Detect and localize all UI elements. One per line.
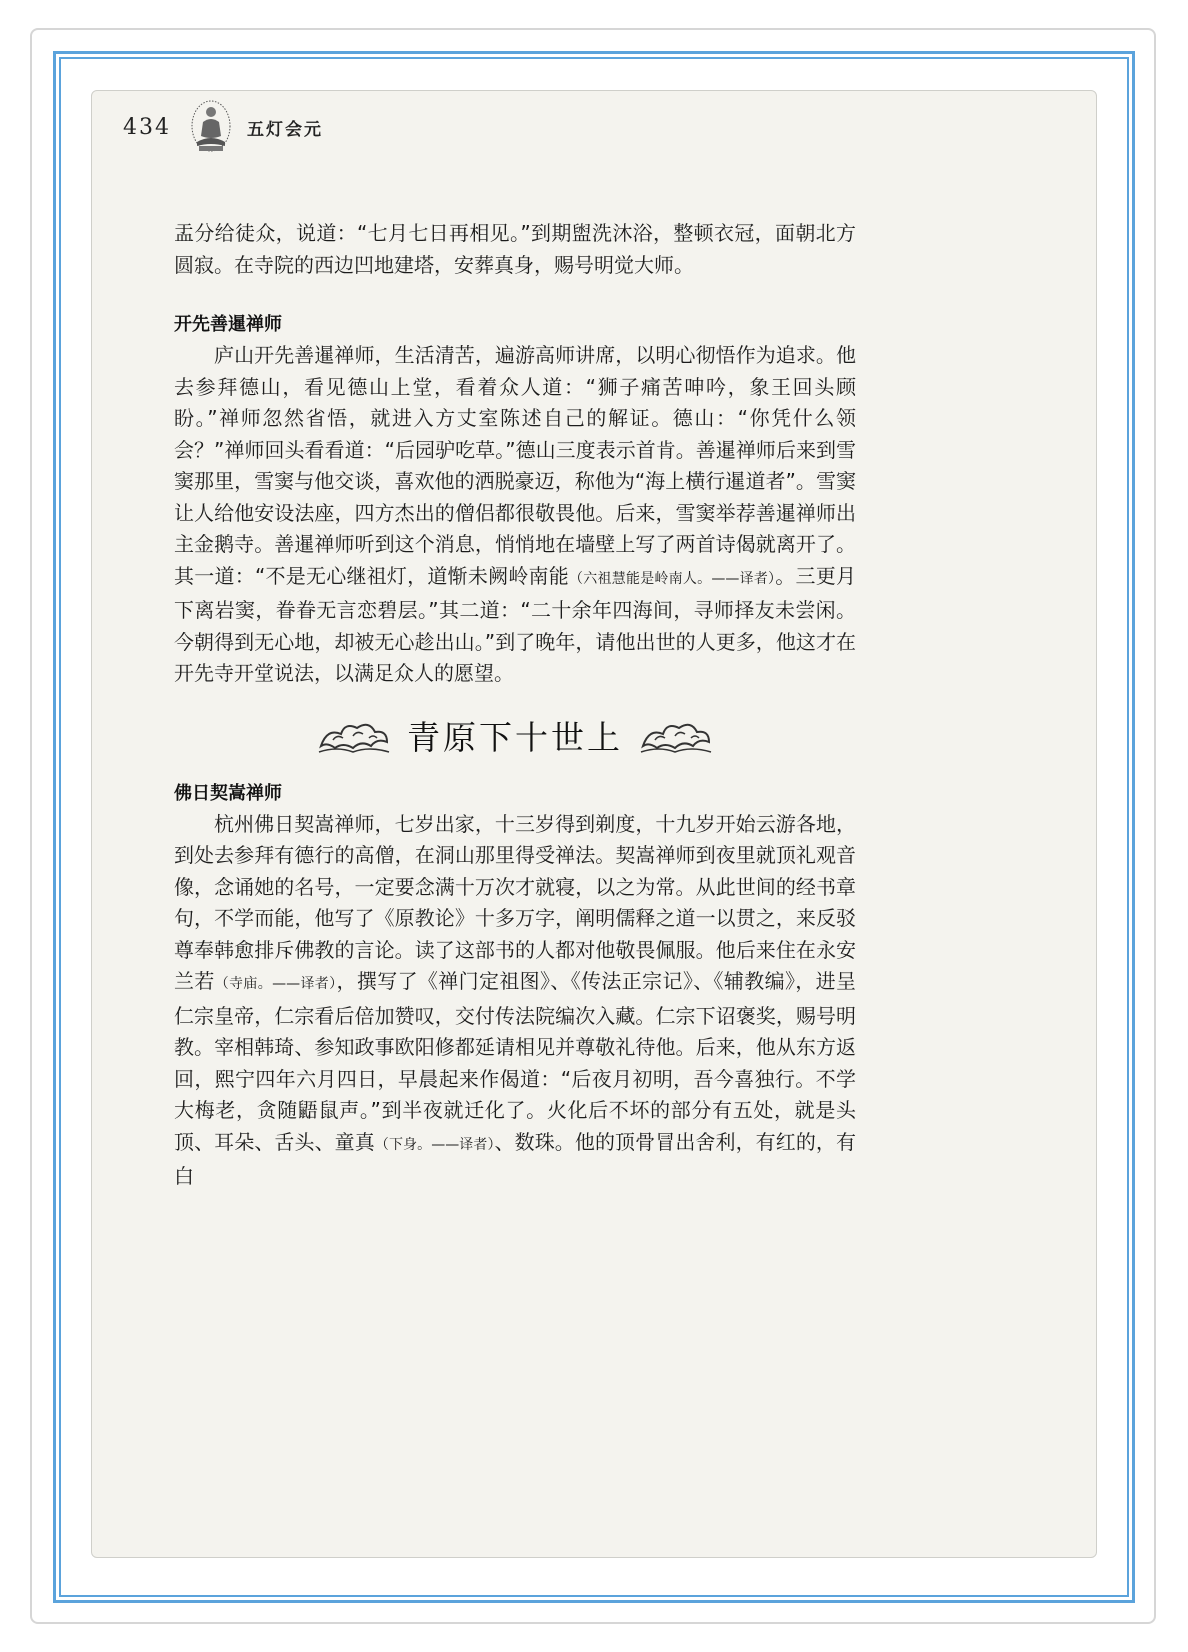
body-text: ，撰写了《禅门定祖图》、《传法正宗记》、《辅教编》，进呈仁宗皇帝，仁宗看后倍加赞叹，交付传法院编次入藏。仁宗下诏褒奖，赐号明教。宰相韩琦、参知政事欧阳修都延请相见并尊敬礼待他。后来，他从东方返回，熙宁四年六月四日，早晨起来作偈道： [174, 969, 857, 1091]
body-text: 庐山开先善暹禅师，生活清苦，遍游高师讲席，以明心彻悟作为追求。他去参拜德山，看见德山上堂，看着众人道：“狮子痛苦呻吟，象王回头顾盼。”禅师忽然省悟，就进入方丈室陈述自己的解证。德山：“你凭什么领会？”禅师回头看看道：“后园驴吃草。”德山三度表示首肯。善暹禅师后来到雪窦那里，雪窦与他交谈，喜欢他的洒脱豪迈，称他为“海上横行暹道者”。雪窦让人给他安设法座，四方杰出的僧侣都很敬畏他。后来，雪窦举荐善暹禅师出主金鹅寺。善暹禅师听到这个消息，悄悄地在墙壁上写了两首诗偈就离开了。其一道： [174, 343, 856, 588]
page-header [123, 97, 323, 157]
section-title-shanxian: 开先善暹禅师 [174, 314, 282, 335]
body-text: 到半夜就迁化了。火化后不坏的部分有五处，就是头顶、耳朵、舌头、童真 [174, 1098, 856, 1154]
cloud-ornament-right-icon [639, 716, 713, 756]
verse-text: “后夜月初明，吾今喜独行。不学大梅老，贪随鼯鼠声。” [174, 1066, 856, 1122]
chapter-title: 青原下十世上 [407, 718, 623, 757]
book-title: 五灯会元 [247, 119, 323, 140]
translator-note: （下身。——译者） [374, 1136, 495, 1153]
chapter-banner [174, 704, 856, 768]
page-number: 434 [123, 114, 171, 140]
translator-note: （寺庙。——译者） [214, 976, 337, 992]
body-text: 、数珠。他的顶骨冒出舍利，有红的，有白 [174, 1129, 857, 1188]
intro-paragraph: 盂分给徒众，说道：“七月七日再相见。”到期盥洗沐浴，整顿衣冠，面朝北方圆寂。在寺院的西边凹地建塔，安葬真身，赐号明觉大师。 [174, 221, 856, 277]
buddha-icon [189, 98, 233, 156]
poem-text: “二十余年四海间，寻师择友未尝闲。今朝得到无心地，却被无心趁出山。” [174, 598, 856, 654]
cloud-ornament-left-icon [317, 716, 391, 756]
body-text: 杭州佛日契嵩禅师，七岁出家，十三岁得到剃度，十九岁开始云游各地，到处去参拜有德行的高僧，在洞山那里得受禅法。契嵩禅师到夜里就顶礼观音像，念诵她的名号，一定要念满十万次才就寝，以之为常。从此世间的经书章句，不学而能，他写了《原教论》十多万字，阐明儒释之道一以贯之，来反驳尊奉韩愈排斥佛教的言论。读了这部书的人都对他敬畏佩服。他后来住在永安兰若 [174, 811, 856, 993]
section-paragraph-shanxian [174, 340, 856, 690]
body-text: 其二道： [438, 598, 521, 622]
section-paragraph-qisong [174, 809, 856, 1193]
poem-text: “不是无心继祖灯，道惭未阙岭南能 [254, 563, 570, 588]
section-title-qisong: 佛日契嵩禅师 [174, 782, 282, 804]
body-text: 到了晚年，请他出世的人更多，他这才在开先寺开堂说法，以满足众人的愿望。 [174, 629, 857, 685]
poem-text: 。三更月下离岩窦，眷眷无言恋碧层。” [174, 563, 856, 622]
translator-note: （六祖慧能是岭南人。——译者） [569, 570, 776, 587]
page-content [174, 218, 856, 1193]
